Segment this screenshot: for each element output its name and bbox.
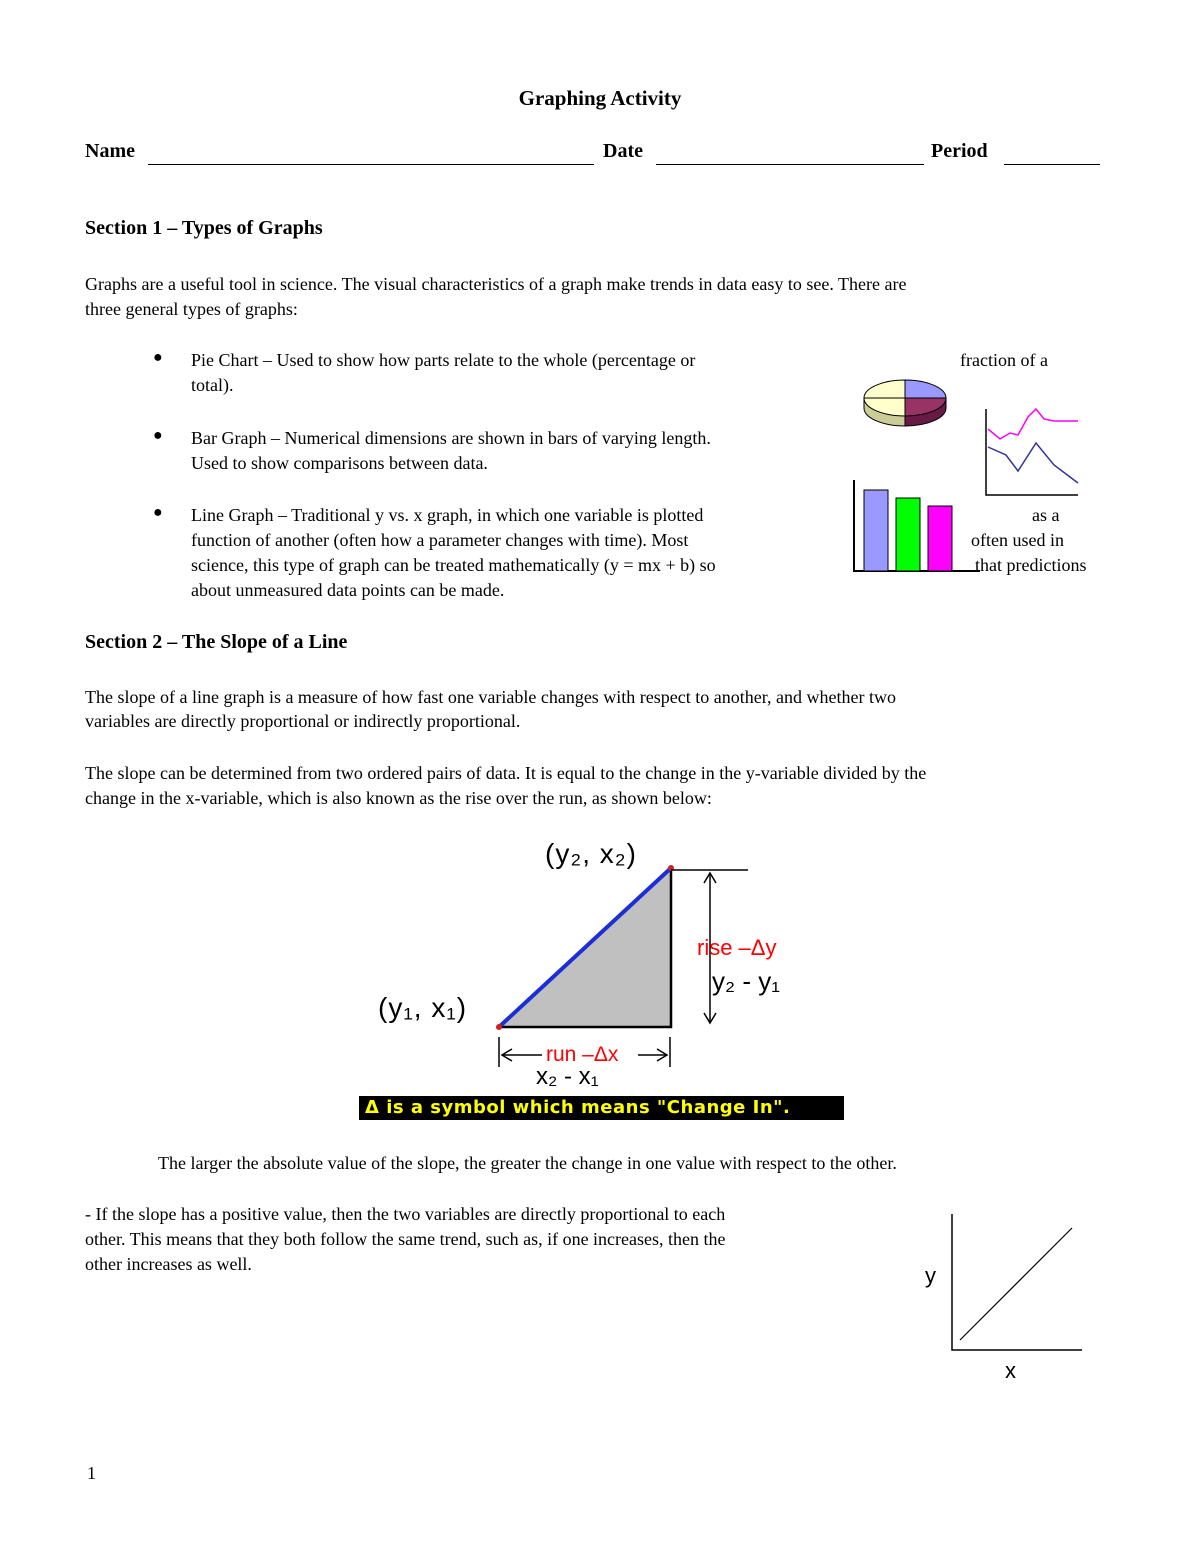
bullet-line-right-line1: as a	[1032, 505, 1060, 525]
y-axis-label: y	[925, 1263, 936, 1288]
slope-magnitude-text: The larger the absolute value of the slope, the greater the change in one value with respect to the other.	[158, 1153, 897, 1173]
section2-heading: Section 2 – The Slope of a Line	[85, 631, 348, 653]
bullet-line-line3: science, this type of graph can be treated mathematically (y = mx + b) so	[191, 555, 716, 575]
positive-slope-line	[960, 1228, 1072, 1340]
bullet-pie-line2: total).	[191, 375, 234, 395]
bullet-line-line2: function of another (often how a parameter changes with time). Most	[191, 530, 689, 550]
run-formula: x₂ - x₁	[536, 1063, 599, 1090]
date-label: Date	[603, 140, 643, 162]
rise-formula: y₂ - y₁	[712, 966, 780, 996]
point2-label: (y₂, x₂)	[545, 838, 637, 869]
point1-marker	[496, 1024, 502, 1030]
pie-chart-icon	[858, 374, 950, 432]
section1-intro-line2: three general types of graphs:	[85, 299, 298, 319]
positive-slope-line1: - If the slope has a positive value, then the two variables are directly proportional to each	[85, 1204, 726, 1224]
section2-para1-line1: The slope of a line graph is a measure of how fast one variable changes with respect to another, and whether two	[85, 687, 896, 707]
bullet-icon: ●	[153, 427, 163, 444]
name-field[interactable]	[148, 164, 594, 165]
bullet-line-line4: about unmeasured data points can be made.	[191, 580, 505, 600]
bullet-line-right-line2: often used in	[971, 530, 1064, 550]
delta-definition-banner: Δ is a symbol which means "Change In".	[359, 1096, 844, 1120]
page-title: Graphing Activity	[518, 86, 682, 110]
bullet-icon: ●	[153, 349, 163, 366]
section2-para1-line2: variables are directly proportional or indirectly proportional.	[85, 711, 521, 731]
period-field[interactable]	[1004, 164, 1100, 165]
bullet-icon: ●	[153, 504, 163, 521]
bullet-bar-line2: Used to show comparisons between data.	[191, 453, 488, 473]
page-number: 1	[87, 1463, 96, 1483]
bar-graph-icon	[850, 478, 982, 574]
section1-intro-line1: Graphs are a useful tool in science. The visual characteristics of a graph make trends in data easy to see. There are	[85, 274, 907, 294]
positive-slope-line3: other increases as well.	[85, 1254, 252, 1274]
line-graph-icon	[982, 405, 1082, 499]
date-field[interactable]	[656, 164, 924, 165]
point1-label: (y₁, x₁)	[378, 992, 468, 1023]
rise-label: rise –Δy	[697, 935, 777, 960]
bullet-line-line1: Line Graph – Traditional y vs. x graph, in which one variable is plotted	[191, 505, 704, 525]
bullet-bar-line1: Bar Graph – Numerical dimensions are shown in bars of varying length.	[191, 428, 711, 448]
period-label: Period	[931, 140, 988, 162]
positive-slope-graph	[948, 1212, 1084, 1354]
run-label: run –Δx	[546, 1043, 619, 1066]
name-label: Name	[85, 140, 135, 162]
section2-para2-line1: The slope can be determined from two ordered pairs of data. It is equal to the change in the y-variable divided by the	[85, 763, 927, 783]
bullet-pie-right-line1: fraction of a	[960, 350, 1048, 370]
section1-heading: Section 1 – Types of Graphs	[85, 217, 323, 239]
bullet-line-right-line3: that predictions	[975, 555, 1087, 575]
bullet-pie-line1: Pie Chart – Used to show how parts relate to the whole (percentage or	[191, 350, 696, 370]
positive-slope-line2: other. This means that they both follow the same trend, such as, if one increases, then the	[85, 1229, 726, 1249]
x-axis-label: x	[1005, 1358, 1016, 1383]
section2-para2-line2: change in the x-variable, which is also known as the rise over the run, as shown below:	[85, 788, 712, 808]
